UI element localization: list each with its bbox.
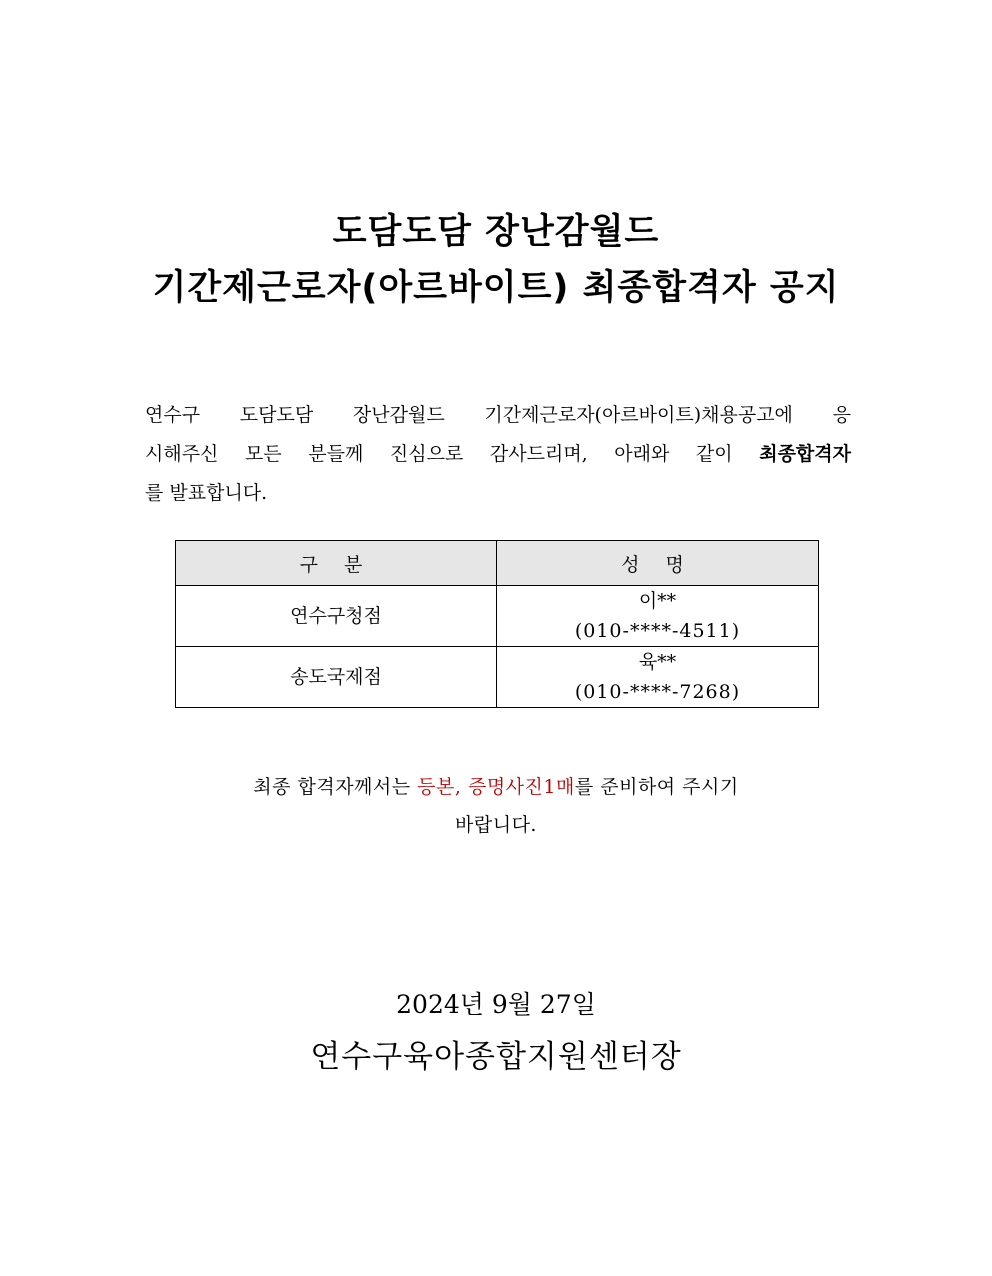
intro-paragraph	[145, 396, 851, 513]
intro-line-2-text: 시해주신 모든 분들께 진심으로 감사드리며, 아래와 같이	[145, 443, 760, 465]
page-title-line2: 기간제근로자(아르바이트) 최종합격자 공지	[152, 268, 840, 308]
notice-prefix: 최종 합격자께서는	[253, 776, 418, 798]
applicant-cell	[497, 586, 819, 647]
header-category: 구 분	[176, 541, 497, 586]
table-row	[176, 647, 819, 708]
branch-cell: 연수구청점	[176, 586, 497, 647]
notice-line-1	[0, 768, 992, 806]
notice-suffix: 를 준비하여 주시기	[574, 776, 739, 798]
intro-line-1: 연수구 도담도담 장난감월드 기간제근로자(아르바이트)채용공고에 응	[145, 404, 851, 426]
applicant-cell	[497, 647, 819, 708]
intro-line-2	[145, 435, 851, 474]
applicant-phone: (010-****-4511)	[574, 620, 741, 642]
notice-paragraph	[0, 768, 992, 844]
applicant-phone: (010-****-7268)	[574, 681, 741, 703]
intro-line-3: 를 발표합니다.	[145, 482, 268, 504]
header-name: 성 명	[497, 541, 819, 586]
applicant-name: 이**	[638, 590, 677, 612]
table-row	[176, 586, 819, 647]
notice-required-documents: 등본, 증명사진1매	[417, 776, 575, 798]
table-header-row	[176, 541, 819, 586]
page-title-line1: 도담도담 장난감월드	[332, 212, 660, 252]
result-table	[175, 540, 819, 708]
notice-date: 2024년 9월 27일	[396, 990, 596, 1019]
applicant-name: 육**	[638, 651, 677, 673]
notice-line-2: 바랍니다.	[455, 814, 537, 836]
intro-highlight-final-applicants: 최종합격자	[759, 443, 851, 465]
branch-cell: 송도국제점	[176, 647, 497, 708]
signer: 연수구육아종합지원센터장	[310, 1039, 682, 1075]
